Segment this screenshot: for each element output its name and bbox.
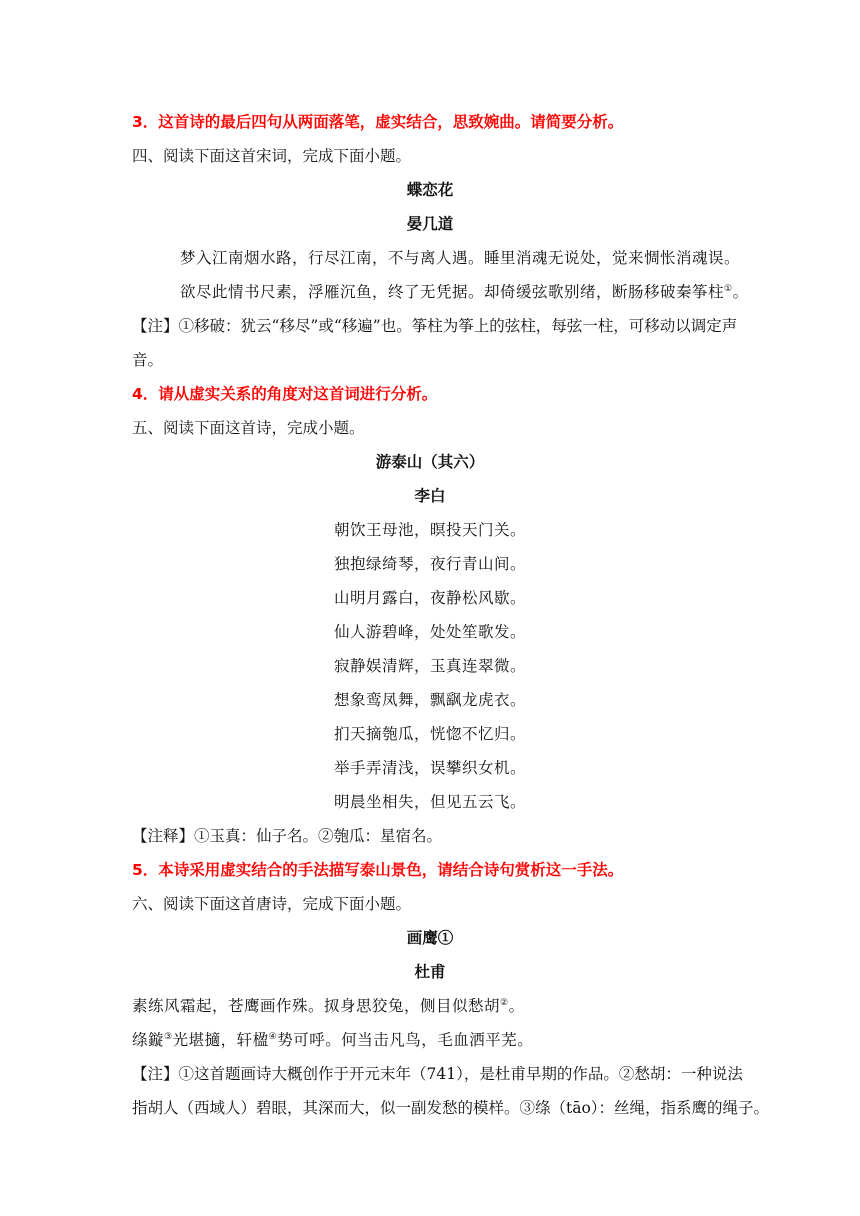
poem-line: 仙人游碧峰，处处笙歌发。 xyxy=(333,623,526,641)
poem-line: 寂静娱清辉，玉真连翠微。 xyxy=(333,657,526,675)
poem-line: 独抱绿绮琴，夜行青山间。 xyxy=(333,555,526,573)
question-4: 4．请从虚实关系的角度对这首词进行分析。 xyxy=(132,385,438,403)
footnote-marker: ③ xyxy=(164,1031,173,1042)
section-6-heading: 六、阅读下面这首唐诗，完成下面小题。 xyxy=(132,895,412,913)
poem-author-dufu: 杜甫 xyxy=(414,962,446,981)
poem-line: 山明月露白，夜静松风歇。 xyxy=(333,589,526,607)
section-5-heading: 五、阅读下面这首诗，完成小题。 xyxy=(132,419,365,437)
poem-title-huaying: 画鹰① xyxy=(406,928,454,947)
poem-line: 扪天摘匏瓜，恍惚不忆归。 xyxy=(333,725,526,743)
poem-author-libai: 李白 xyxy=(414,486,446,505)
shi-line-1: 素练风霜起，苍鹰画作殊。㧐身思狡兔，侧目似愁胡②。 xyxy=(132,997,525,1015)
footnote-marker: ④ xyxy=(268,1031,278,1042)
note-section-4-line-1: 【注】①移破：犹云“移尽”或“移遍”也。筝柱为筝上的弦柱，每弦一柱，可移动以调定声 xyxy=(132,317,738,335)
note-section-5: 【注释】①玉真：仙子名。②匏瓜：星宿名。 xyxy=(132,827,443,845)
question-5: 5．本诗采用虚实结合的手法描写泰山景色，请结合诗句赏析这一手法。 xyxy=(132,861,624,879)
poem-title-youtaishan: 游泰山（其六） xyxy=(375,452,485,471)
footnote-marker: ① xyxy=(724,283,733,294)
poem-line: 想象鸾凤舞，飘飖龙虎衣。 xyxy=(333,691,526,709)
poem-line: 明晨坐相失，但见五云飞。 xyxy=(333,793,526,811)
footnote-marker: ② xyxy=(500,997,509,1008)
question-3: 3．这首诗的最后四句从两面落笔，虚实结合，思致婉曲。请简要分析。 xyxy=(132,113,624,131)
poem-line: 朝饮王母池，暝投天门关。 xyxy=(333,521,526,539)
note-section-6-line-1: 【注】①这首题画诗大概创作于开元末年（741），是杜甫早期的作品。②愁胡：一种说法 xyxy=(132,1065,743,1083)
ci-line-1: 梦入江南烟水路，行尽江南，不与离人遇。睡里消魂无说处，觉来惆怅消魂误。 xyxy=(180,249,741,267)
section-4-heading: 四、阅读下面这首宋词，完成下面小题。 xyxy=(132,147,412,165)
poem-line: 举手弄清浅，误攀织女机。 xyxy=(333,759,526,777)
note-section-4-line-2: 音。 xyxy=(132,351,164,369)
poem-author-yanjidao: 晏几道 xyxy=(406,214,454,233)
shi-line-2: 绦鏇③光堪擿，轩楹④势可呼。何当击凡鸟，毛血洒平芜。 xyxy=(132,1031,534,1049)
note-section-6-line-2: 指胡人（西域人）碧眼，其深而大，似一副发愁的模样。③绦（tāo）：丝绳，指系鹰的绳子。 xyxy=(132,1099,770,1117)
poem-title-dielianhua: 蝶恋花 xyxy=(406,180,454,199)
ci-line-2: 欲尽此情书尺素，浮雁沉鱼，终了无凭据。却倚缓弦歌别绪，断肠移破秦筝柱①。 xyxy=(180,283,749,301)
